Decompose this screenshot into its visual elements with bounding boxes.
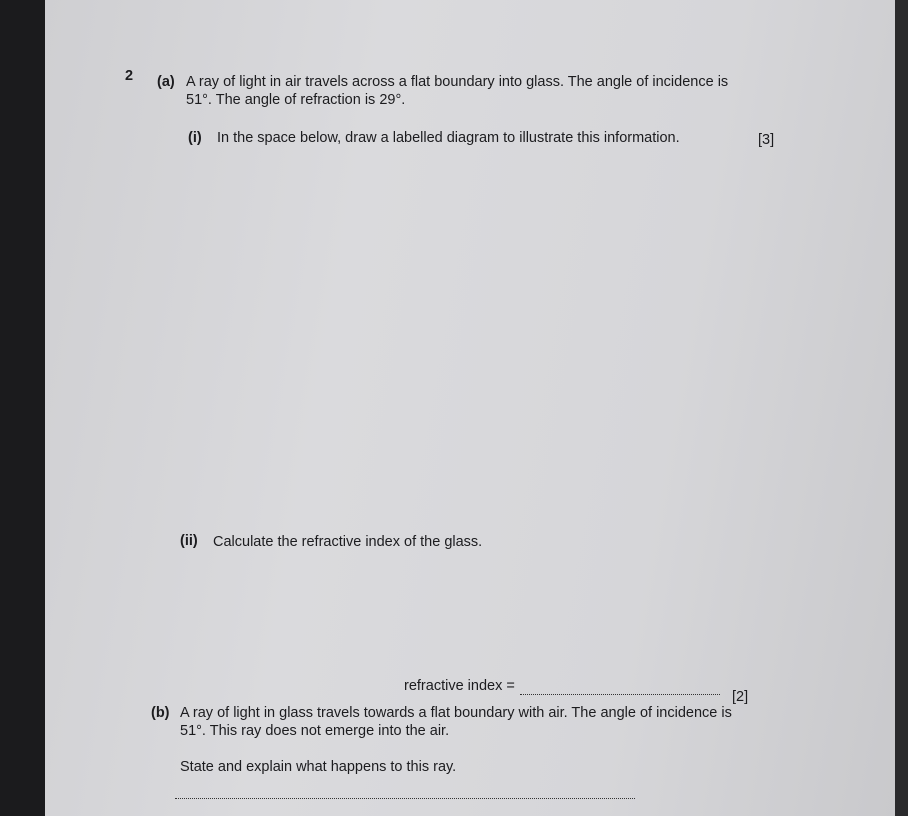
sub-i-text: In the space below, draw a labelled diagram to illustrate this information. [217,130,680,146]
sub-ii-label: (ii) [180,533,198,549]
question-number: 2 [125,68,134,84]
part-a-label: (a) [157,74,175,90]
part-b-label: (b) [151,705,170,721]
part-a-line1: A ray of light in air travels across a flat boundary into glass. The angle of incidence is [186,74,729,90]
writing-line[interactable] [175,798,635,799]
answer-line[interactable] [520,694,720,695]
part-b-line2: 51°. This ray does not emerge into the air. [180,723,450,739]
answer-label: refractive index = [404,678,515,694]
exam-page [45,0,895,816]
sub-i-marks: [3] [758,132,775,148]
part-b-line1: A ray of light in glass travels towards a flat boundary with air. The angle of incidence is [180,705,732,721]
part-b-prompt: State and explain what happens to this ray. [180,759,457,775]
sub-ii-text: Calculate the refractive index of the glass. [213,534,483,550]
sub-i-label: (i) [188,130,202,146]
diagram-space[interactable] [185,160,835,510]
background-edge [895,0,908,816]
part-a-line2: 51°. The angle of refraction is 29°. [186,92,406,108]
sub-ii-marks: [2] [732,689,749,705]
